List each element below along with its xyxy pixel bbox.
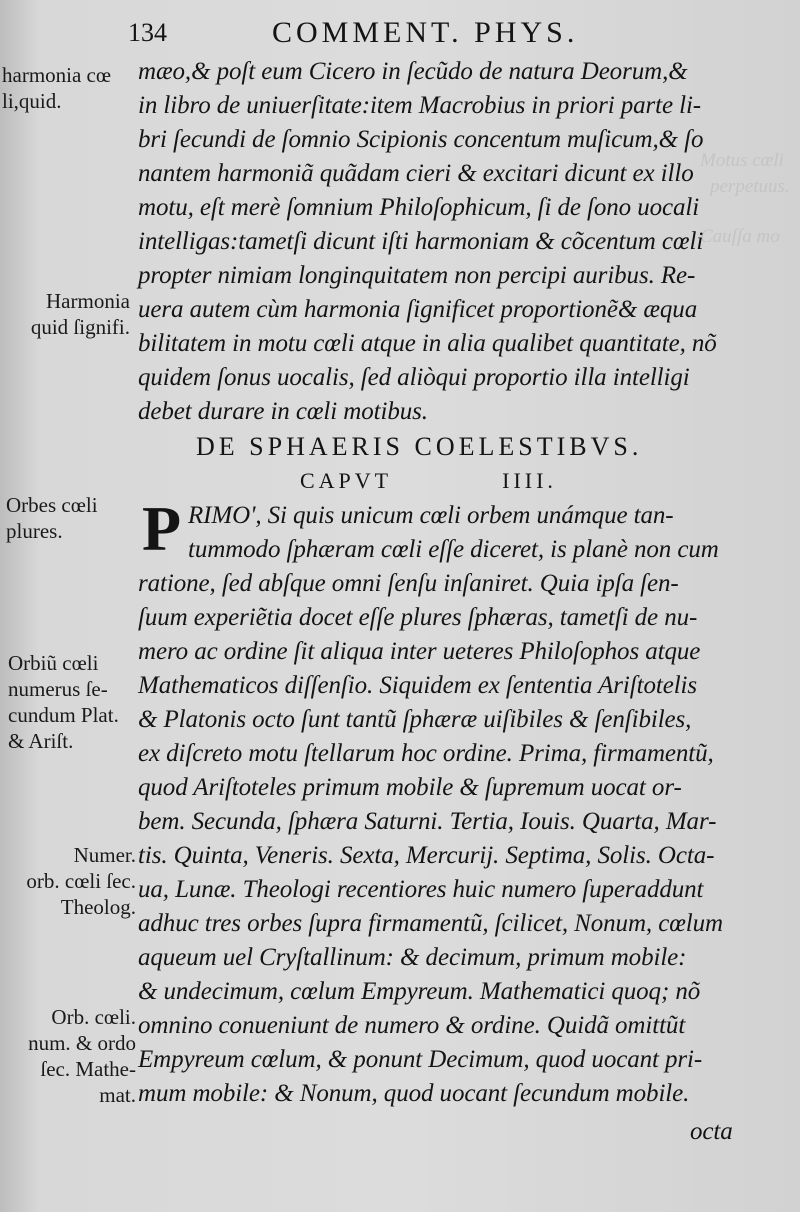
text-line: bilitatem in motu cœli atque in alia qualibet quantitate, nõ [138, 330, 717, 357]
text-line: tis. Quinta, Veneris. Sexta, Mercurij. Septima, Solis. Octa- [138, 842, 715, 869]
margin-note-harmonia: harmonia cœ li,quid. [2, 63, 112, 113]
page-number: 134 [128, 18, 167, 47]
text-line: debet durare in cœli motibus. [138, 398, 428, 425]
text-line: tummodo ſphæram cœli eſſe diceret, is planè non cum [188, 536, 719, 563]
text-line: & Platonis octo ſunt tantũ ſphæræ uiſibiles & ſenſibiles, [138, 706, 692, 733]
running-head: COMMENT. PHYS. [272, 16, 579, 49]
text-line: quod Ariſtoteles primum mobile & ſupremum uocat or- [138, 774, 682, 801]
margin-note-numerus-theolog: Numer. orb. cœli ſec. Theolog. [26, 843, 136, 919]
drop-cap: P [142, 493, 182, 564]
text-line: mero ac ordine ſit aliqua inter ueteres Philoſophos atque [138, 638, 701, 665]
text-line: Mathematicos diſſenſio. Siquidem ex ſententia Ariſtotelis [138, 672, 698, 699]
text-line: uera autem cùm harmonia ſignificet proportionẽ& æqua [138, 296, 698, 323]
text-line: nantem harmoniã quãdam cieri & excitari dicunt ex illo [138, 160, 694, 187]
text-line: bem. Secunda, ſphæra Saturni. Tertia, Iouis. Quarta, Mar- [138, 808, 717, 835]
text-line: ex diſcreto motu ſtellarum hoc ordine. Prima, firmamentũ, [138, 740, 714, 767]
chapter-label: CAPVT [300, 468, 393, 493]
text-line: mæo,& poſt eum Cicero in ſecũdo de natura Deorum,& [138, 58, 688, 85]
chapter-heading [300, 468, 557, 494]
text-line: ratione, ſed abſque omni ſenſu inſaniret. Quia ipſa ſen- [138, 570, 679, 597]
section-title: DE SPHAERIS COELESTIBVS. [196, 432, 643, 461]
text-line: adhuc tres orbes ſupra firmamentũ, ſcilicet, Nonum, cœlum [138, 910, 723, 937]
text-line: motu, eſt merè ſomnium Philoſophicum, ſi de ſono uocali [138, 194, 700, 221]
text-line: bri ſecundi de ſomnio Scipionis concentum muſicum,& ſo [138, 126, 704, 153]
margin-note-harmonia-significatio: Harmonia quid ſignifi. [30, 289, 130, 339]
text-line: propter nimiam longinquitatem non percipi auribus. Re- [138, 262, 696, 289]
text-line: quidem ſonus uocalis, ſed aliòqui proportio illa intelligi [138, 364, 690, 391]
bleed-through-mark: Cauſſa mo [700, 226, 780, 247]
bleed-through-mark: Motus cœli [700, 150, 784, 171]
chapter-number: IIII. [502, 468, 557, 493]
text-line: RIMO', Si quis unicum cœli orbem unámque tan- [188, 502, 674, 529]
text-line: ua, Lunæ. Theologi recentiores huic numero ſuperaddunt [138, 876, 704, 903]
text-line: intelligas:tametſi dicunt iſti harmoniam & cõcentum cœli [138, 228, 704, 255]
text-line: omnino conueniunt de numero & ordine. Quidã omittũt [138, 1012, 686, 1039]
margin-note-orbium-numerus: Orbiũ cœli numerus ſe- cundum Plat. & Ariſt. [8, 651, 119, 753]
text-line: ſuum experiẽtia docet eſſe plures ſphæras, tametſi de nu- [138, 604, 698, 631]
bleed-through-mark: perpetuus. [710, 176, 790, 197]
text-line: & undecimum, cœlum Empyreum. Mathematici quoq; nõ [138, 978, 701, 1005]
text-line: in libro de uniuerſitate:item Macrobius in priori parte li- [138, 92, 702, 119]
catchword: octa [690, 1118, 733, 1145]
margin-note-orbes-plures: Orbes cœli plures. [6, 493, 98, 543]
page-header [0, 10, 800, 50]
text-line: mum mobile: & Nonum, quod uocant ſecundum mobile. [138, 1080, 690, 1107]
text-line: aqueum uel Cryſtallinum: & decimum, primum mobile: [138, 944, 687, 971]
margin-note-numerus-mathemat: Orb. cœli. num. & ordo ſec. Mathe- mat. [28, 1005, 136, 1107]
text-line: Empyreum cœlum, & ponunt Decimum, quod uocant pri- [138, 1046, 703, 1073]
